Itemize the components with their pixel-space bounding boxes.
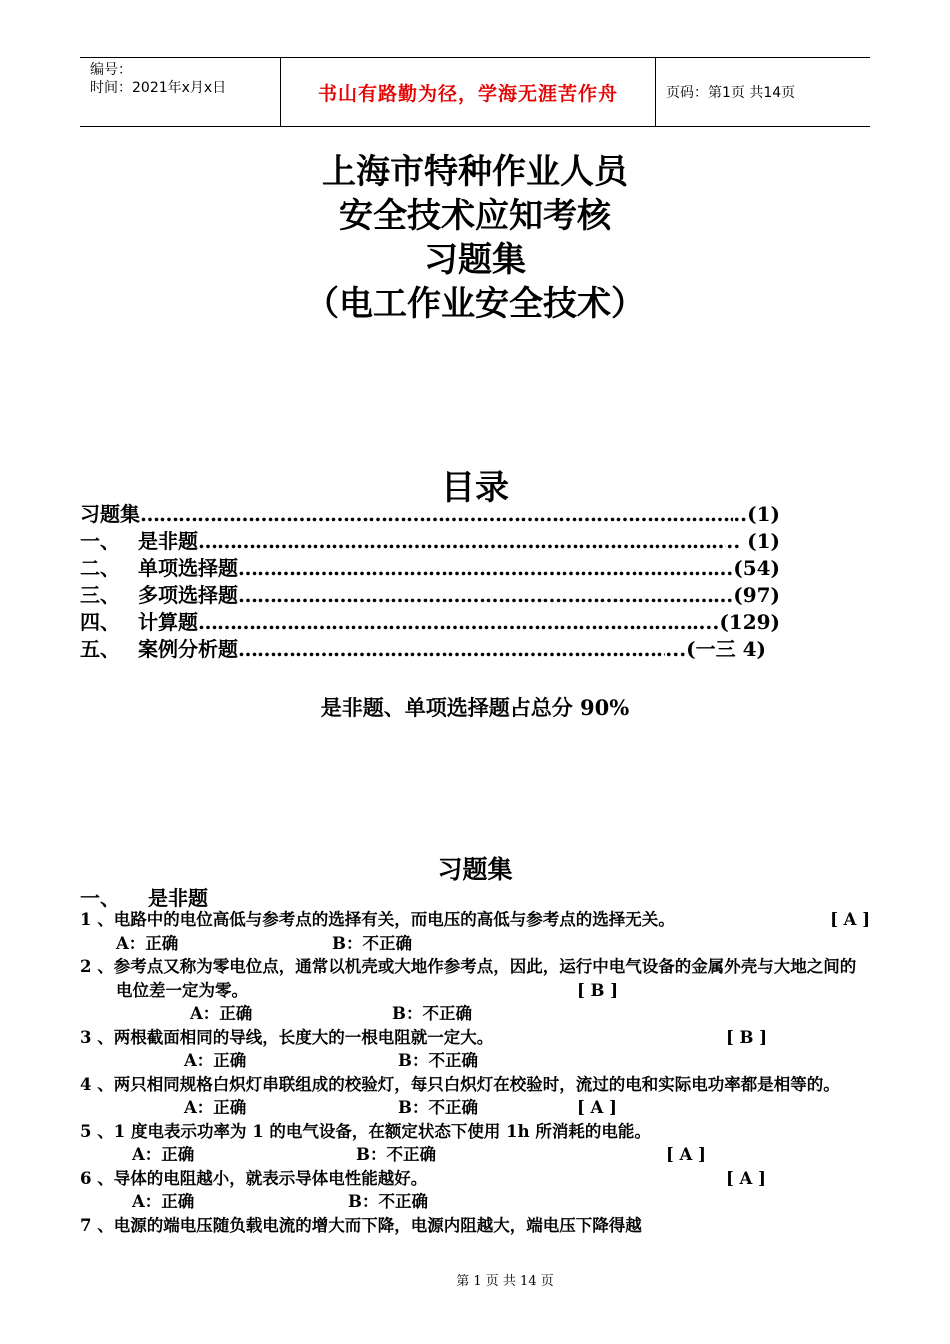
title-line: 习题集 — [424, 240, 526, 280]
question-item — [80, 1120, 870, 1144]
toc-item-label: 单项选择题 — [138, 556, 238, 580]
document-time-label: 时间：2021年x月x日 — [90, 80, 227, 96]
option-a: A：正确 — [132, 1192, 195, 1211]
toc-item-number: 五、 — [80, 637, 120, 661]
toc-item-page: ...(一三 4) — [665, 637, 766, 661]
header-page-info: 页码：第1页 共14页 — [666, 85, 796, 101]
toc-item-number: 二、 — [80, 556, 120, 580]
toc-item-label: 计算题 — [138, 610, 198, 634]
option-a: A：正确 — [190, 1004, 253, 1023]
answer-badge: [ B ] — [577, 980, 619, 1000]
question-list — [80, 908, 870, 1237]
question-options — [80, 1143, 870, 1167]
question-text: 3 、两根截面相同的导线，长度大的一根电阻就一定大。 — [80, 1027, 494, 1047]
page-footer: 第 1 页 共 14 页 — [456, 1274, 554, 1289]
option-a: A：正确 — [116, 933, 179, 953]
question-options — [80, 932, 870, 956]
header-meta — [80, 58, 280, 126]
toc-leader-dots — [238, 636, 665, 663]
option-a: A：正确 — [132, 1145, 195, 1164]
title-line: （电工作业安全技术） — [305, 284, 645, 324]
part-number: 一、 — [80, 886, 120, 910]
question-text: 7 、电源的端电压随负载电流的增大而下降，电源内阻越大，端电压下降得越 — [80, 1215, 642, 1235]
toc-leader-dots — [198, 528, 726, 555]
question-item — [80, 955, 870, 1002]
toc-item-page: ...(129) — [698, 610, 780, 634]
question-text: 1 、电路中的电位高低与参考点的选择有关，而电压的高低与参考点的选择无关。 — [80, 910, 675, 929]
toc-item-label: 习题集 — [80, 502, 140, 526]
toc-item-page: .(97) — [726, 583, 780, 607]
toc-item[interactable] — [80, 609, 780, 636]
question-item — [80, 1167, 870, 1191]
toc-item[interactable] — [80, 528, 780, 555]
question-text: 5 、1 度电表示功率为 1 的电气设备，在额定状态下使用 1h 所消耗的电能。 — [80, 1121, 651, 1141]
table-of-contents — [80, 501, 780, 663]
toc-item-number: 三、 — [80, 583, 120, 607]
answer-badge: [ B ] — [726, 1027, 768, 1047]
question-options — [80, 1190, 870, 1214]
question-item — [80, 908, 870, 932]
question-options — [80, 1049, 870, 1073]
title-line: 安全技术应知考核 — [339, 196, 611, 236]
question-text: 4 、两只相同规格白炽灯串联组成的校验灯，每只白炽灯在校验时，流过的电和实际电功率都是相等的。 — [80, 1074, 840, 1094]
question-options — [80, 1002, 870, 1026]
toc-item[interactable] — [80, 582, 780, 609]
toc-leader-dots — [140, 501, 733, 528]
option-a: A：正确 — [184, 1051, 247, 1070]
answer-badge: [ A ] — [577, 1098, 617, 1117]
question-item — [80, 1214, 870, 1238]
toc-leader-dots — [238, 582, 726, 609]
document-title — [0, 150, 950, 326]
title-line: 上海市特种作业人员 — [322, 152, 628, 192]
question-options — [80, 1096, 870, 1120]
toc-heading: 目录 — [441, 468, 509, 508]
part-heading — [80, 882, 208, 911]
option-b: B：不正确 — [348, 1192, 428, 1211]
document-number-label: 编号： — [90, 62, 132, 78]
toc-leader-dots — [198, 609, 698, 636]
score-note: 是非题、单项选择题占总分 90% — [320, 695, 630, 720]
option-a: A：正确 — [184, 1098, 247, 1117]
answer-badge: [ A ] — [666, 1145, 706, 1164]
toc-item-label: 是非题 — [138, 529, 198, 553]
option-b: B：不正确 — [392, 1004, 472, 1023]
toc-item-label: 案例分析题 — [138, 637, 238, 661]
toc-leader-dots — [238, 555, 726, 582]
page-header — [80, 57, 870, 127]
toc-item-page: .(54) — [726, 556, 780, 580]
option-b: B：不正确 — [398, 1051, 478, 1070]
question-text: 2 、参考点又称为零电位点，通常以机壳或大地作参考点，因此，运行中电气设备的金属外壳与大地之间的电位差一定为零。 — [80, 957, 857, 1000]
option-b: B：不正确 — [398, 1098, 478, 1117]
answer-badge: [ A ] — [830, 910, 870, 929]
toc-item-label: 多项选择题 — [138, 583, 238, 607]
toc-item[interactable] — [80, 501, 780, 528]
option-b: B：不正确 — [356, 1145, 436, 1164]
question-text: 6 、导体的电阻越小，就表示导体电性能越好。 — [80, 1168, 428, 1188]
toc-item-page: .. (1) — [726, 529, 780, 553]
toc-item-page: ..(1) — [733, 502, 780, 526]
toc-item-number: 四、 — [80, 610, 120, 634]
answer-badge: [ A ] — [726, 1168, 766, 1188]
header-motto: 书山有路勤为径，学海无涯苦作舟 — [280, 58, 656, 126]
part-label: 是非题 — [148, 886, 208, 910]
toc-item[interactable] — [80, 555, 780, 582]
section-heading: 习题集 — [437, 855, 513, 884]
toc-item-number: 一、 — [80, 529, 120, 553]
question-item — [80, 1026, 870, 1050]
toc-item[interactable] — [80, 636, 766, 663]
option-b: B：不正确 — [332, 933, 412, 953]
